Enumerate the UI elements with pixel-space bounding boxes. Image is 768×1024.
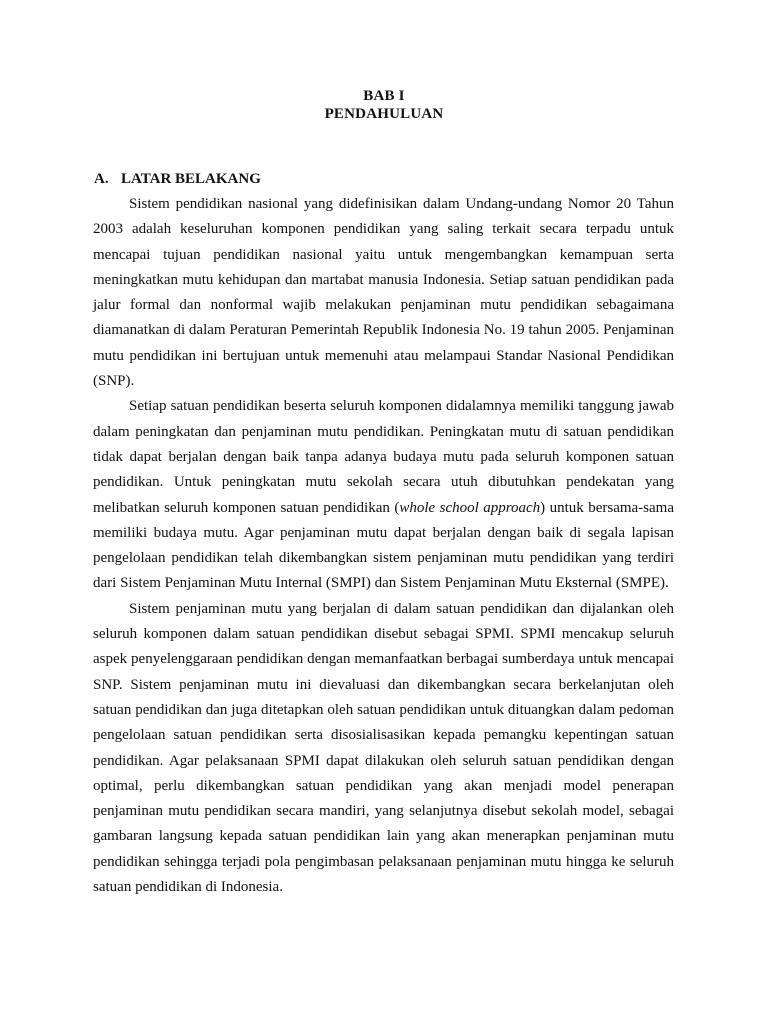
chapter-title: PENDAHULUAN bbox=[324, 106, 444, 122]
italic-term: whole school approach bbox=[399, 499, 541, 516]
paragraph-2-text-start: Setiap satuan pendidikan beserta seluruh komponen didalamnya memiliki tanggung jawab dalam peningkatan dan penjaminan mutu pendidikan. Peningkatan mutu di satuan pendidikan tidak dapat berjalan dengan baik tanpa adanya budaya mutu pada seluruh komponen satuan pendidikan. Untuk peningkatan mutu sekolah secara utuh dibutuhkan pendekatan yang melibatkan seluruh komponen satuan pendidikan ( bbox=[93, 398, 674, 516]
paragraph-2 bbox=[93, 394, 674, 596]
section-title: LATAR BELAKANG bbox=[121, 171, 261, 187]
paragraph-3: Sistem penjaminan mutu yang berjalan di dalam satuan pendidikan dan dijalankan oleh seluruh komponen dalam satuan pendidikan disebut sebagai SPMI. SPMI mencakup seluruh aspek penyelenggaraan pendidikan dengan memanfaatkan berbagai sumberdaya untuk mencapai SNP. Sistem penjaminan mutu ini dievaluasi dan dikembangkan secara berkelanjutan oleh satuan pendidikan dan juga ditetapkan oleh satuan pendidikan untuk dituangkan dalam pedoman pengelolaan satuan pendidikan serta disosialisasikan kepada pemangku kepentingan satuan pendidikan. Agar pelaksanaan SPMI dapat dilakukan oleh seluruh satuan pendidikan dengan optimal, perlu dikembangkan satuan pendidikan yang akan menjadi model penerapan penjaminan mutu pendidikan secara mandiri, yang selanjutnya disebut sekolah model, sebagai gambaran langsung kepada satuan pendidikan lain yang akan menerapkan penjaminan mutu pendidikan sehingga terjadi pola pengimbasan pelaksanaan penjaminan mutu hingga ke seluruh satuan pendidikan di Indonesia. bbox=[93, 600, 674, 896]
section-letter: A. bbox=[94, 171, 109, 187]
chapter-heading: BAB I bbox=[363, 88, 405, 104]
paragraph-1: Sistem pendidikan nasional yang didefinisikan dalam Undang-undang Nomor 20 Tahun 2003 adalah keseluruhan komponen pendidikan yang saling terkait secara terpadu untuk mencapai tujuan pendidikan nasional yaitu untuk mengembangkan kemampuan serta meningkatkan mutu kehidupan dan martabat manusia Indonesia. Setiap satuan pendidikan pada jalur formal dan nonformal wajib melakukan penjaminan mutu pendidikan sebagaimana diamanatkan di dalam Peraturan Pemerintah Republik Indonesia No. 19 tahun 2005. Penjaminan mutu pendidikan ini bertujuan untuk memenuhi atau melampaui Standar Nasional Pendidikan (SNP). bbox=[93, 196, 674, 390]
section-heading bbox=[94, 171, 261, 188]
paragraph-2-text-end: ) untuk bersama-sama memiliki budaya mutu. Agar penjaminan mutu dapat berjalan dengan baik di segala lapisan pengelolaan pendidikan telah dikembangkan sistem penjaminan mutu pendidikan yang terdiri dari Sistem Penjaminan Mutu Internal (SMPI) dan Sistem Penjaminan Mutu Eksternal (SMPE). bbox=[93, 499, 674, 592]
body-text bbox=[93, 192, 674, 900]
